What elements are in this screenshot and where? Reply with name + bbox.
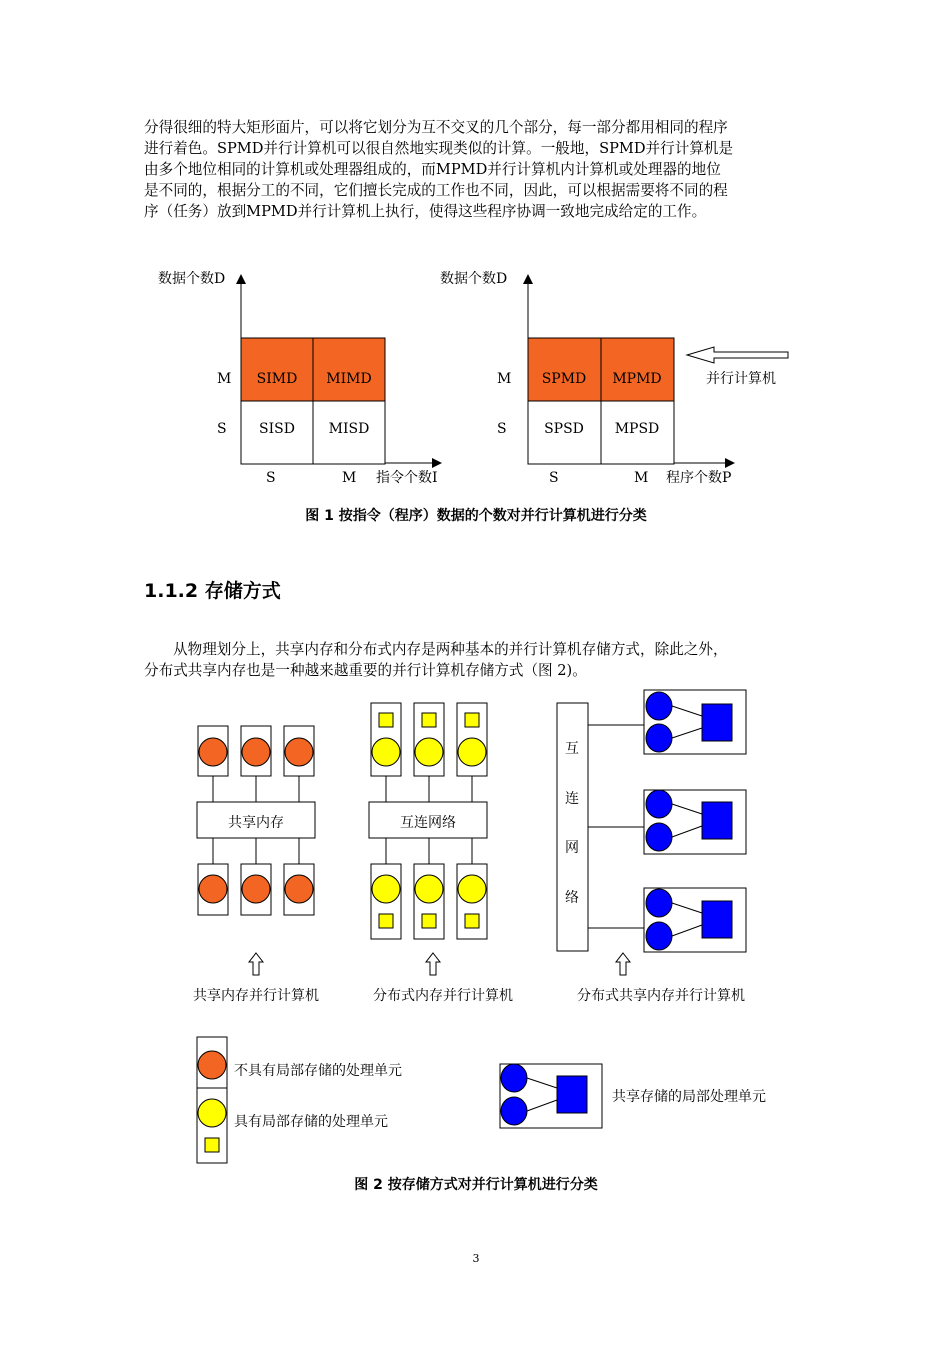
blue-processor-icon	[646, 823, 672, 851]
orange-processor-icon	[242, 738, 270, 766]
f1l-col-m: M	[342, 470, 357, 486]
yellow-processor-icon	[458, 738, 486, 766]
page-number: 3	[472, 1252, 480, 1265]
f1l-row-s: S	[217, 421, 227, 437]
f1l-y-label: 数据个数D	[158, 271, 226, 287]
cell-simd	[241, 338, 313, 401]
figure1-right-diagram	[440, 270, 788, 486]
dsm-type-label: 分布式共享内存并行计算机	[577, 988, 745, 1004]
blue-shared-memory-icon	[702, 704, 732, 741]
cell-mimd	[313, 338, 385, 401]
blue-shared-memory-icon	[702, 901, 732, 938]
cell-spmd	[528, 338, 601, 401]
yellow-processor-icon	[458, 875, 486, 903]
orange-processor-icon	[285, 875, 313, 903]
legend-blue-processor-icon	[501, 1097, 527, 1125]
spsd-label: SPSD	[544, 421, 584, 437]
orange-processor-icon	[242, 875, 270, 903]
yellow-processor-icon	[415, 875, 443, 903]
f1r-col-m: M	[634, 470, 649, 486]
shared-memory-type-label: 共享内存并行计算机	[193, 988, 319, 1004]
up-arrow-icon	[616, 953, 630, 975]
yellow-processor-icon	[372, 875, 400, 903]
vnet-char-3: 网	[565, 840, 579, 856]
cell-mpmd	[601, 338, 674, 401]
legend-blue-shared-memory-icon	[557, 1076, 587, 1113]
blue-processor-icon	[646, 724, 672, 752]
vnet-char-4: 络	[565, 890, 579, 906]
intro-line-1: 分得很细的特大矩形面片，可以将它划分为互不交叉的几个部分，每一部分都用相同的程序	[144, 119, 728, 136]
figure1-left-diagram	[158, 270, 441, 486]
legend-orange-processor-icon	[198, 1051, 226, 1079]
body-paragraph	[144, 639, 814, 681]
intro-line-2: 进行着色。SPMD并行计算机可以很自然地实现类似的计算。一般地，SPMD并行计算机是	[144, 140, 734, 157]
figure2-caption: 图 2 按存储方式对并行计算机进行分类	[354, 1177, 598, 1193]
blue-processor-icon	[646, 889, 672, 917]
intro-line-4: 是不同的，根据分工的不同，它们擅长完成的工作也不同，因此，可以根据需要将不同的程	[144, 182, 728, 199]
local-memory-icon	[379, 914, 393, 928]
f1r-x-label: 程序个数P	[666, 470, 732, 486]
intro-line-5: 序（任务）放到MPMD并行计算机上执行，使得这些程序协调一致地完成给定的工作。	[144, 203, 707, 220]
up-arrow-icon	[426, 953, 440, 975]
legend-blue-processor-icon	[501, 1064, 527, 1092]
body-line-2: 分布式共享内存也是一种越来越重要的并行计算机存储方式（图 2)。	[144, 662, 587, 679]
sisd-label: SISD	[259, 421, 295, 437]
interconnect-label: 互连网络	[400, 815, 456, 831]
blue-processor-icon	[646, 790, 672, 818]
orange-processor-icon	[199, 875, 227, 903]
section-number: 1.1.2	[144, 580, 199, 602]
local-memory-icon	[422, 914, 436, 928]
mimd-label: MIMD	[326, 371, 372, 387]
shared-memory-diagram	[197, 726, 315, 975]
f1r-col-s: S	[549, 470, 559, 486]
blue-shared-memory-icon	[702, 802, 732, 839]
up-arrow-icon	[249, 953, 263, 975]
legend-shared-local-label: 共享存储的局部处理单元	[612, 1089, 766, 1105]
hollow-left-arrow-icon	[687, 347, 788, 363]
f1l-col-s: S	[266, 470, 276, 486]
mpmd-label: MPMD	[612, 371, 662, 387]
legend-with-local-label: 具有局部存储的处理单元	[234, 1114, 388, 1130]
orange-processor-icon	[285, 738, 313, 766]
yellow-processor-icon	[415, 738, 443, 766]
section-heading	[144, 576, 281, 603]
mpsd-label: MPSD	[614, 421, 660, 437]
orange-processor-icon	[199, 738, 227, 766]
vnet-char-1: 互	[565, 741, 579, 757]
vnet-char-2: 连	[565, 791, 579, 807]
body-line-1: 从物理划分上，共享内存和分布式内存是两种基本的并行计算机存储方式，除此之外，	[173, 641, 728, 658]
yellow-processor-icon	[372, 738, 400, 766]
figure2-legend	[197, 1037, 766, 1163]
figure1-caption: 图 1 按指令（程序）数据的个数对并行计算机进行分类	[305, 508, 647, 524]
blue-processor-icon	[646, 692, 672, 720]
local-memory-icon	[465, 914, 479, 928]
f1l-x-label: 指令个数I	[376, 470, 438, 486]
legend-no-local-label: 不具有局部存储的处理单元	[234, 1063, 402, 1079]
distributed-shared-memory-diagram	[557, 690, 746, 975]
shared-memory-label: 共享内存	[228, 815, 284, 831]
misd-label: MISD	[328, 421, 370, 437]
section-title: 存储方式	[204, 580, 281, 602]
local-memory-icon	[422, 713, 436, 727]
f1r-row-m: M	[497, 371, 512, 387]
parallel-computer-label: 并行计算机	[706, 371, 776, 387]
blue-processor-icon	[646, 922, 672, 950]
simd-label: SIMD	[256, 371, 298, 387]
f1r-row-s: S	[497, 421, 507, 437]
local-memory-icon	[379, 713, 393, 727]
legend-yellow-processor-icon	[198, 1099, 226, 1127]
spmd-label: SPMD	[541, 371, 587, 387]
local-memory-icon	[465, 713, 479, 727]
legend-local-memory-icon	[205, 1138, 219, 1152]
distributed-memory-diagram	[369, 703, 487, 975]
f1l-row-m: M	[217, 371, 232, 387]
f1r-y-label: 数据个数D	[440, 271, 508, 287]
intro-line-3: 由多个地位相同的计算机或处理器组成的，而MPMD并行计算机内计算机或处理器的地位	[144, 161, 721, 178]
distributed-memory-type-label: 分布式内存并行计算机	[373, 988, 513, 1004]
